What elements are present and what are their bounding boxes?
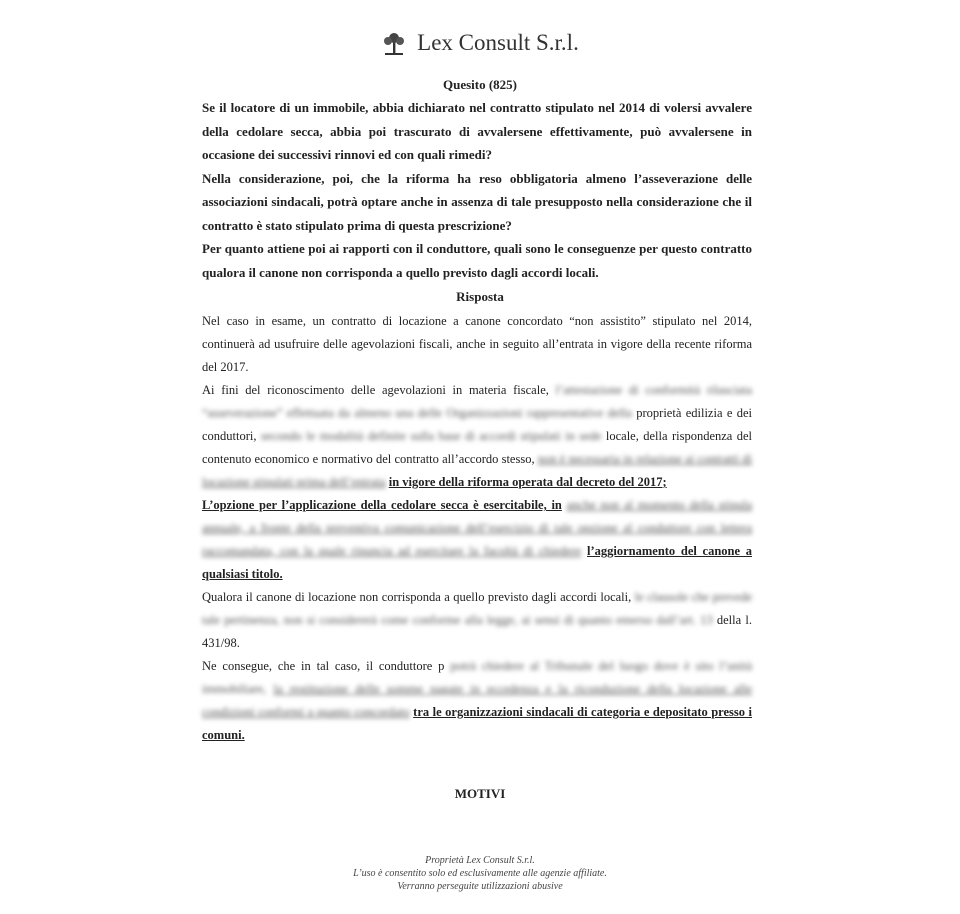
answer-paragraph-4 — [202, 586, 752, 655]
redacted-text: anche non al momento della stipula annuale, a fronte della preventiva comunicazione dell’esercizio di tale opzione al conduttore con lettera raccomandata, con la quale rinuncia ad esercitare la facoltà di chiedere — [202, 498, 752, 558]
question-paragraph-3: Per quanto attiene poi ai rapporti con il conduttore, quali sono le conseguenze per questo contratto qualora il canone non corrisponda a quello previsto dagli accordi locali. — [202, 241, 752, 280]
answer-p5-text-b: tra le organizzazioni sindacali di categoria e depositato presso i comuni. — [202, 705, 753, 742]
answer-p2-text-d: in vigore della riforma operata dal decreto del 2017 — [388, 475, 663, 489]
answer-p2-text-c: locale, della rispondenza del contenuto economico e normativo del contratto all’accordo stesso, — [202, 429, 753, 466]
question-paragraph-1: Se il locatore di un immobile, abbia dichiarato nel contratto stipulato nel 2014 di volersi avvalere della cedolare secca, abbia poi trascurato di avvalersene effettivamente, può avvalersene in occasione dei successivi rinnovi ed con quali rimedi? — [202, 100, 752, 162]
answer-p2-text-b: proprietà edilizia e dei conduttori, — [202, 406, 752, 443]
question-body — [202, 96, 752, 284]
answer-body — [202, 310, 752, 747]
redacted-text: non è necessaria in relazione ai contratti di locazione stipulati prima dell’entrata — [202, 452, 752, 489]
answer-p5-text-a: Ne consegue, che in tal caso, il conduttore p — [202, 659, 445, 673]
redacted-text: la restituzione delle somme pagate in eccedenza e la riconduzione della locazione alle condizioni conformi a quanto concordato — [202, 682, 752, 719]
brand-name: Lex Consult S.r.l. — [417, 30, 579, 55]
answer-p4-text-b: della l. 431/98. — [202, 613, 753, 650]
question-paragraph-2: Nella considerazione, poi, che la riforma ha reso obbligatoria almeno l’asseverazione delle associazioni sindacali, potrà optare anche in assenza di tale presupposto nella considerazione che il contratto è stato stipulato prima di questa prescrizione? — [202, 170, 752, 233]
answer-paragraph-1: Nel caso in esame, un contratto di locazione a canone concordato “non assistito” stipulato nel 2014, continuerà ad usufruire delle agevolazioni fiscali, anche in seguito all’entrata in vigore della recente riforma del 2017. — [202, 314, 752, 374]
answer-paragraph-3 — [202, 494, 752, 586]
answer-paragraph-5 — [202, 655, 752, 747]
footer-notice — [0, 854, 960, 893]
footer-line-2: L’uso è consentito solo ed esclusivamente alle agenzie affiliate. — [353, 868, 607, 879]
letterhead — [0, 30, 960, 56]
tree-logo-icon — [381, 30, 407, 56]
redacted-text: potrà chiedere al Tribunale del luogo dove è sito l’unità immobiliare, — [202, 659, 752, 696]
answer-p3-text-b: l’aggiornamento del canone a qualsiasi titolo. — [202, 544, 752, 581]
redacted-text: le clausole che prevede tale pertinenza, non si considererà come conforme alla legge, ai sensi di quanto emerso dall’art. 13 — [202, 590, 752, 627]
answer-p4-text-a: Qualora il canone di locazione non corrisponda a quello previsto dagli accordi locali, — [202, 590, 632, 604]
answer-p3-text-a: L’opzione per l’applicazione della cedolare secca è esercitabile, in — [202, 498, 562, 512]
footer-line-3: Verranno perseguite utilizzazioni abusive — [397, 881, 563, 892]
footer-line-1: Proprietà Lex Consult S.r.l. — [425, 855, 535, 866]
question-title: Quesito (825) — [442, 77, 518, 92]
redacted-text: l’attestazione di conformità rilasciata “asseverazione” effettuata da almeno una delle Organizzazioni rappresentative della — [202, 383, 752, 420]
motivi-heading: MOTIVI — [454, 786, 506, 801]
redacted-text: secondo le modalità definite sulla base di accordi stipulati in sede — [260, 429, 602, 443]
answer-p2-text-a: Ai fini del riconoscimento delle agevolazioni in materia fiscale, — [202, 383, 549, 397]
answer-title: Risposta — [456, 289, 504, 304]
answer-paragraph-2: Ai fini del riconoscimento delle agevolazioni in materia fiscale, l’attestazione di conformità rilasciata “asseverazione” effettuata da almeno una delle Organizzazioni rappresentative della proprietà edilizia e dei conduttori, secondo le modalità definite sulla base di accordi stipulati in sede locale, della rispondenza del contenuto economico e normativo del contratto all’accordo stesso, non è necessaria in relazione ai contratti di locazione stipulati prima dell’entrata in vigore della riforma operata dal decreto del 2017; — [202, 383, 753, 489]
